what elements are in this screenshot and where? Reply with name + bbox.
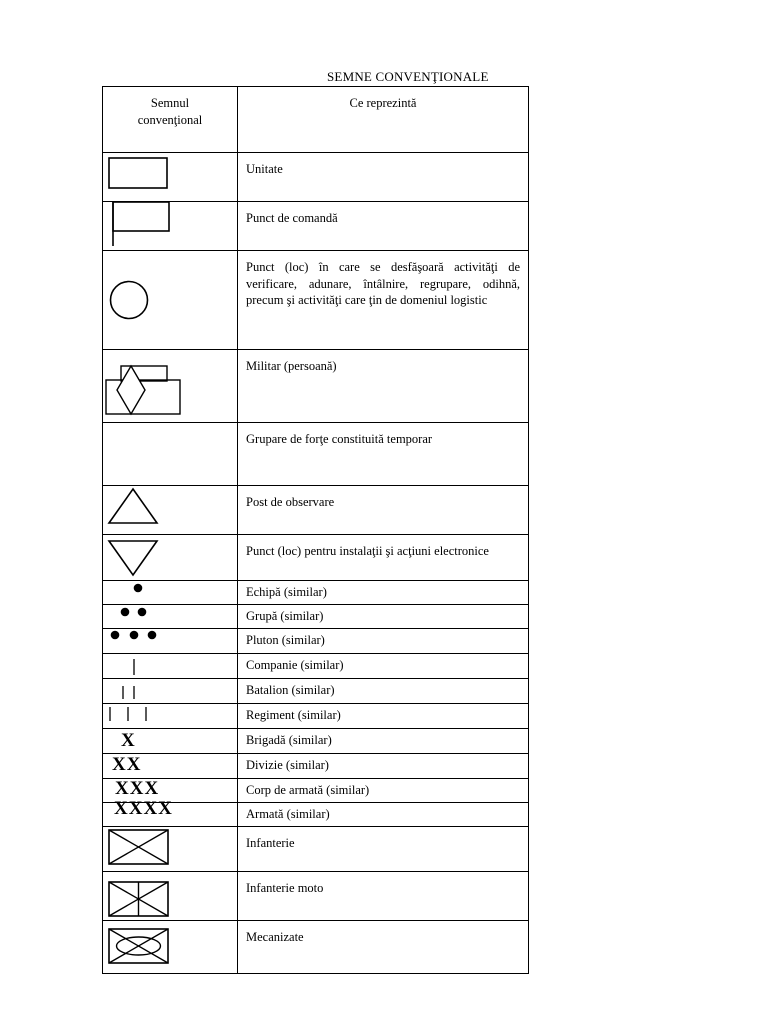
symbols-table — [102, 86, 529, 974]
table-row — [103, 153, 529, 202]
symbol-cell — [103, 872, 238, 921]
row-label: Batalion (similar) — [238, 679, 529, 704]
row-label: Punct (loc) în care se desfăşoară activităţi de verificare, adunare, întâlnire, regrupare, odihnă, precum şi activităţi care ţin de domeniul logistic — [238, 251, 529, 350]
diamond-rectangle-icon — [103, 350, 237, 423]
symbol-cell — [103, 535, 238, 581]
row-label: Armată (similar) — [238, 803, 529, 827]
symbol-cell — [103, 251, 238, 350]
symbol-cell — [103, 704, 238, 729]
row-label: Infanterie — [238, 827, 529, 872]
table-row — [103, 581, 529, 605]
row-label: Mecanizate — [238, 921, 529, 974]
symbol-cell — [103, 754, 238, 779]
row-label: Punct (loc) pentru instalaţii şi acţiuni electronice — [238, 535, 529, 581]
corps-mark: XXX — [115, 778, 160, 799]
row-label: Punct de comandă — [238, 202, 529, 251]
row-label: Divizie (similar) — [238, 754, 529, 779]
table-row — [103, 704, 529, 729]
header-symbol-cell — [103, 87, 238, 153]
row-label: Corp de armată (similar) — [238, 779, 529, 803]
flag-icon — [103, 202, 237, 251]
triangle-down-icon — [103, 535, 237, 581]
row-label: Grupă (similar) — [238, 605, 529, 629]
one-bar-icon — [103, 654, 237, 679]
row-label: Regiment (similar) — [238, 704, 529, 729]
table-row — [103, 251, 529, 350]
one-dot-icon — [103, 581, 237, 605]
table-row — [103, 605, 529, 629]
symbol-cell — [103, 827, 238, 872]
triangle-up-icon — [103, 486, 237, 535]
row-label: Militar (persoană) — [238, 350, 529, 423]
row-label: Echipă (similar) — [238, 581, 529, 605]
table-row — [103, 202, 529, 251]
symbol-cell — [103, 629, 238, 654]
table-row — [103, 654, 529, 679]
symbol-cell — [103, 605, 238, 629]
row-label: Grupare de forţe constituită temporar — [238, 423, 529, 486]
table-row — [103, 729, 529, 754]
table-row — [103, 754, 529, 779]
crossed-box-icon — [103, 827, 237, 872]
table-header-row — [103, 87, 529, 153]
symbol-cell — [103, 153, 238, 202]
circle-icon — [103, 251, 237, 350]
two-dots-icon — [103, 605, 237, 629]
symbol-cell — [103, 486, 238, 535]
brigade-mark: X — [121, 730, 136, 751]
symbol-cell — [103, 921, 238, 974]
table-row — [103, 872, 529, 921]
row-label: Brigadă (similar) — [238, 729, 529, 754]
two-bars-icon — [103, 679, 237, 704]
symbol-cell — [103, 202, 238, 251]
symbol-cell — [103, 729, 238, 754]
symbol-cell-empty — [103, 423, 238, 486]
header-meaning-label: Ce reprezintă — [238, 87, 529, 153]
table-row — [103, 629, 529, 654]
table-row — [103, 679, 529, 704]
table-row — [103, 486, 529, 535]
symbol-cell — [103, 654, 238, 679]
table-row — [103, 803, 529, 827]
row-label: Unitate — [238, 153, 529, 202]
three-dots-icon — [103, 629, 237, 654]
header-symbol-label: Semnul convenţional — [137, 96, 203, 127]
row-label: Infanterie moto — [238, 872, 529, 921]
row-label: Companie (similar) — [238, 654, 529, 679]
table-row — [103, 423, 529, 486]
crossed-box-ellipse-icon — [103, 921, 237, 974]
crossed-box-vertical-icon — [103, 872, 237, 921]
three-bars-icon — [103, 704, 237, 729]
symbol-cell — [103, 350, 238, 423]
table-row — [103, 921, 529, 974]
division-mark: XX — [112, 754, 142, 775]
symbol-cell — [103, 581, 238, 605]
page-title-text: SEMNE CONVENŢIONALE — [327, 69, 489, 84]
rectangle-icon — [103, 153, 237, 202]
table-row — [103, 827, 529, 872]
symbol-cell — [103, 679, 238, 704]
table-row — [103, 535, 529, 581]
row-label: Post de observare — [238, 486, 529, 535]
table-row — [103, 350, 529, 423]
army-mark: XXXX — [114, 798, 173, 819]
row-label: Pluton (similar) — [238, 629, 529, 654]
symbol-cell — [103, 798, 238, 827]
